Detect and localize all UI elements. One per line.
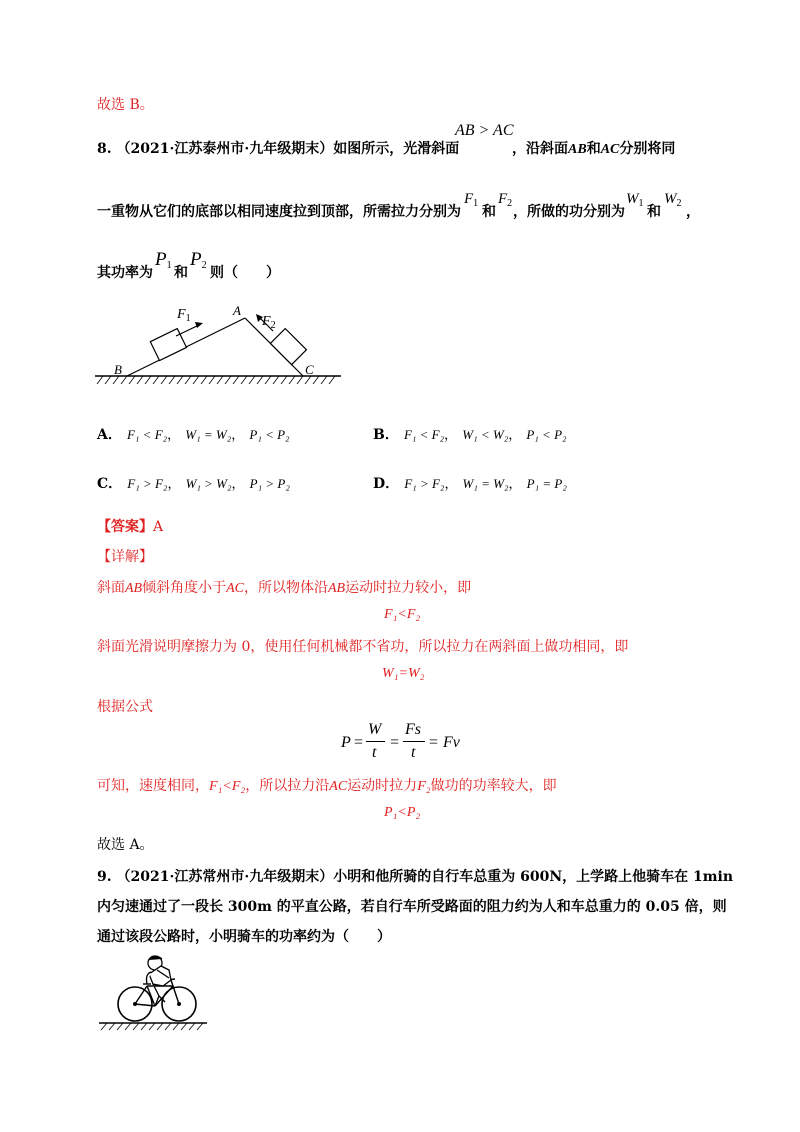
q8-sym-w1: $W_1$: [626, 191, 644, 209]
q9-line-1: [97, 866, 733, 886]
q8-text-1a: 如图所示，光滑斜面: [333, 141, 460, 157]
q8-sym-w2: $W_2$: [664, 191, 682, 209]
eq-f1-lt-f2: F₁<F₂: [384, 607, 421, 622]
q8-source: （2021·江苏泰州市·九年级期末）: [116, 141, 334, 157]
label-b: B: [114, 362, 122, 377]
answer-line: [97, 516, 163, 536]
q9-line-2: 内匀速通过了一段长 300m 的平直公路，若自行车所受路面的阻力约为人和车总重力的 0.05 倍，则: [97, 899, 727, 915]
q8-line-1-rest: [512, 138, 675, 158]
label-a: A: [233, 303, 241, 318]
cyclist-figure: [97, 952, 212, 1032]
q8-number: 8.: [97, 141, 112, 157]
q8-he-2: 和: [482, 204, 496, 220]
q8-text-2-end: ，: [686, 204, 700, 220]
q9-source: （2021·江苏常州市·九年级期末）: [116, 869, 334, 885]
explain-conclusion: 故选 A。: [97, 837, 154, 853]
option-b[interactable]: B． F₁ < F₂， W₁ < W₂， P₁ < P₂: [373, 427, 567, 443]
option-a[interactable]: A． F₁ < F₂， W₁ = W₂， P₁ < P₂: [97, 427, 290, 443]
q8-text-3a: 其功率为: [97, 265, 153, 281]
explain-line-3: 根据公式: [97, 699, 153, 715]
q8-ab: AB: [568, 142, 587, 157]
q8-text-1c: 分别将同: [619, 141, 676, 157]
answer-value: A: [153, 519, 164, 535]
previous-answer-conclusion: 故选 B。: [97, 97, 154, 113]
label-c: C: [305, 362, 314, 377]
eq-p1-lt-p2: P₁<P₂: [384, 805, 421, 820]
q8-text-2a: 一重物从它们的底部以相同速度拉到顶部，所需拉力分别为: [97, 204, 461, 220]
label-f1: $F_1$: [177, 307, 191, 324]
q8-sym-p1: $P_1$: [155, 249, 172, 271]
q9-line-3: 通过该段公路时，小明骑车的功率约为（ ）: [97, 929, 391, 945]
q8-he-4: 和: [174, 265, 188, 281]
option-d[interactable]: D． F₁ > F₂， W₁ = W₂， P₁ = P₂: [373, 476, 567, 492]
q8-text-3b: 则（ ）: [210, 265, 280, 281]
q9-number: 9.: [97, 869, 112, 885]
q8-sym-p2: $P_2$: [190, 249, 207, 271]
q8-he-1: 和: [586, 141, 601, 157]
q8-sym-f1: $F_1$: [464, 191, 479, 209]
incline-figure: [95, 298, 345, 390]
rider: [147, 956, 172, 1006]
q8-text-2b: ，所做的功分别为: [513, 204, 625, 220]
detail-tag: 【详解】: [97, 549, 153, 565]
q8-he-3: 和: [647, 204, 661, 220]
option-c[interactable]: C． F₁ > F₂， W₁ > W₂， P₁ > P₂: [97, 476, 290, 492]
q8-line-1: [97, 138, 459, 158]
q8-text-1b: ，沿斜面: [512, 141, 568, 157]
block-on-ac: [270, 329, 306, 365]
q8-ac: AC: [600, 142, 620, 157]
label-f2: $F_2$: [262, 314, 276, 331]
q9-text-1: 小明和他所骑的自行车总重为 600N，上学路上他骑车在 1min: [333, 869, 734, 885]
q8-sym-f2: $F_2$: [498, 191, 513, 209]
answer-tag: 【答案】: [97, 519, 153, 535]
q8-condition: AB > AC: [455, 122, 514, 139]
eq-w1-eq-w2: W₁=W₂: [382, 666, 425, 681]
explain-line-2: 斜面光滑说明摩擦力为 0，使用任何机械都不省功，所以拉力在两斜面上做功相同，即: [97, 639, 629, 655]
explain-line-4: 可知，速度相同，F₁<F₂，所以拉力沿AC运动时拉力F₂做功的功率较大，即: [97, 778, 557, 794]
explain-line-1: 斜面AB倾斜角度小于AC，所以物体沿AB运动时拉力较小，即: [97, 580, 472, 596]
